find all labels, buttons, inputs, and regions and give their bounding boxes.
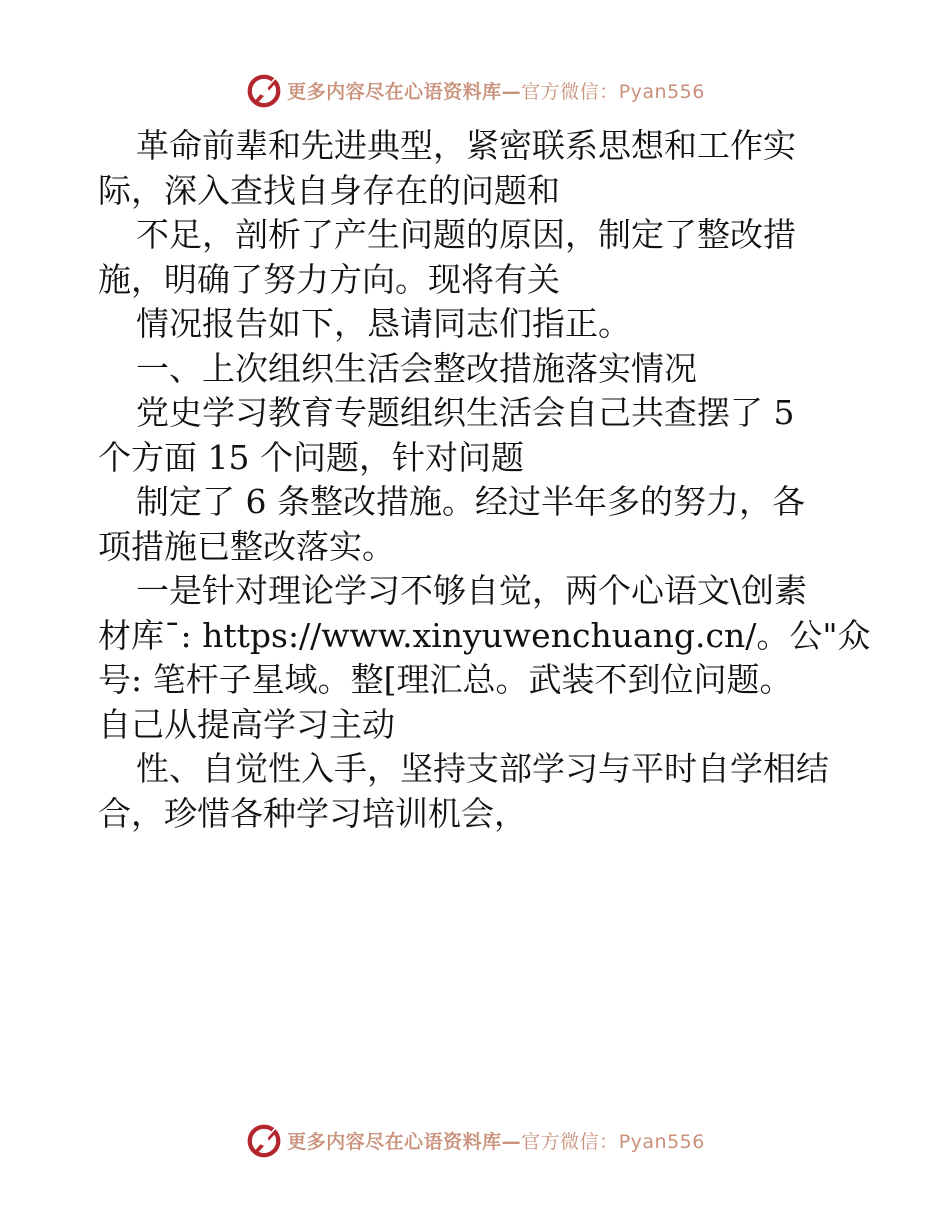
footer-banner-content — [245, 1121, 705, 1159]
text-line: 党史学习教育专题组织生活会自己共查摆了 5 — [136, 393, 795, 432]
header-wechat-id: Pyan556 — [618, 80, 705, 103]
footer-banner — [0, 1118, 950, 1162]
footer-wechat-label: 官方微信： — [521, 1130, 619, 1153]
text-line: 材库¯: https://www.xinyuwenchuang.cn/。公"众 — [98, 615, 871, 655]
text-line: 情况报告如下，恳请同志们指正。 — [136, 304, 631, 343]
header-banner-text — [287, 77, 705, 104]
text-line: 革命前辈和先进典型，紧密联系思想和工作实 — [136, 126, 796, 165]
quill-pen-logo-icon — [245, 71, 283, 109]
quill-pen-logo-icon — [245, 1121, 283, 1159]
text-line: 一是针对理论学习不够自觉，两个心语文\创素 — [136, 571, 808, 610]
text-line: 不足，剖析了产生问题的原因，制定了整改措 — [136, 215, 796, 254]
footer-slogan: 更多内容尽在心语资料库 — [287, 1130, 502, 1153]
text-line: 施，明确了努力方向。现将有关 — [98, 259, 560, 299]
footer-banner-text — [287, 1127, 705, 1154]
footer-dash: — — [501, 1130, 522, 1153]
text-line: 合，珍惜各种学习培训机会， — [98, 793, 527, 833]
header-dash: — — [501, 80, 522, 103]
text-line: 项措施已整改落实。 — [98, 526, 395, 566]
text-line: 际，深入查找自身存在的问题和 — [98, 170, 560, 210]
text-line: 个方面 15 个问题，针对问题 — [98, 437, 524, 477]
document-body — [98, 124, 871, 836]
text-line: 自己从提高学习主动 — [98, 704, 395, 744]
header-banner-content — [245, 71, 705, 109]
text-line: 性、自觉性入手，坚持支部学习与平时自学相结 — [136, 749, 829, 788]
header-slogan: 更多内容尽在心语资料库 — [287, 80, 502, 103]
text-line: 制定了 6 条整改措施。经过半年多的努力，各 — [136, 482, 805, 521]
section-heading: 一、上次组织生活会整改措施落实情况 — [136, 348, 697, 388]
text-line: 号: 笔杆子星域。整[理汇总。武装不到位问题。 — [98, 660, 793, 699]
header-wechat-label: 官方微信： — [521, 80, 619, 103]
header-banner — [0, 68, 950, 112]
footer-wechat-id: Pyan556 — [618, 1130, 705, 1153]
